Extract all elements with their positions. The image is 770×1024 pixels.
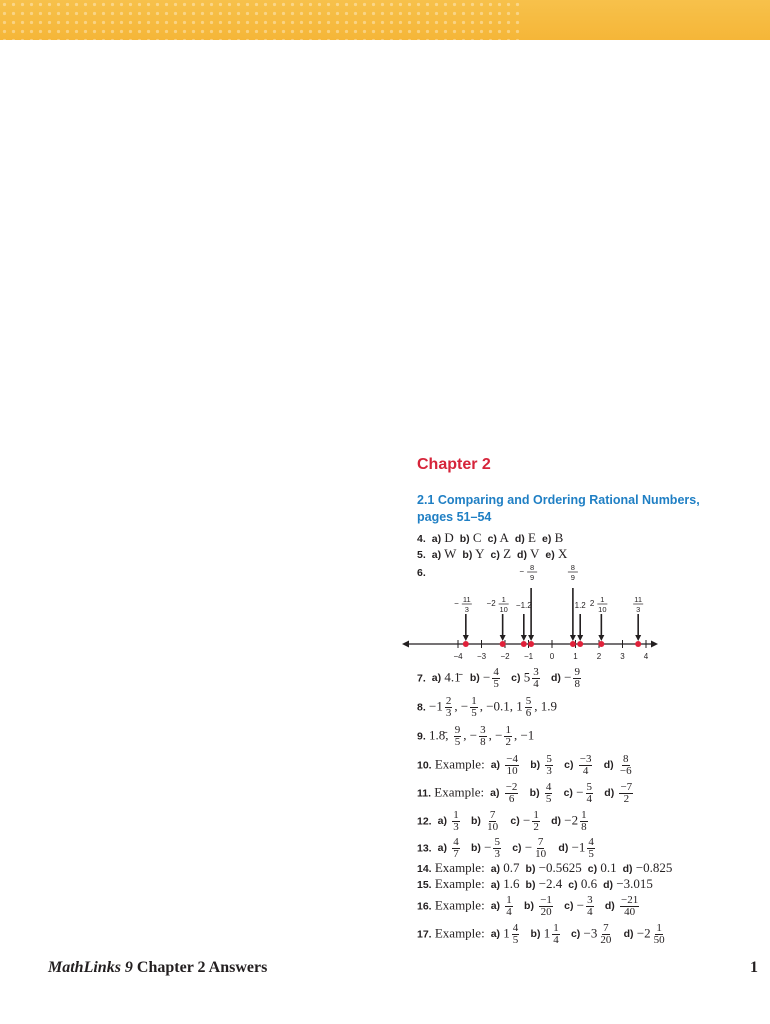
marker-dot [570, 641, 576, 647]
axis-tick-label: −4 [453, 652, 463, 661]
marker-label-denominator: 3 [464, 605, 469, 614]
answer-17: 17. Example: a) 1 $\frac{4}{5}$ b) 1 $\frac{1}{4}$ c) −3 $\frac{7}{20}$ d) −2 $\frac{1}{50}$ [417, 922, 665, 946]
answer-13: 13. a) $\frac{4}{7}$ b) − $\frac{5}{3}$ c) − $\frac{7}{10}$ d) −1 $\frac{4}{5}$ [417, 836, 594, 860]
axis-right-arrow [651, 641, 658, 648]
axis-tick-label: 0 [549, 652, 555, 661]
page-number: 1 [750, 959, 758, 976]
marker-arrowhead [463, 635, 469, 641]
number-line-figure [400, 562, 660, 664]
answer-15: 15. Example: a) 1.6 b) −2.4 c) 0.6 d) −3.015 [417, 876, 653, 891]
marker-label-sign: − [519, 567, 525, 576]
answer-4: 4. a) D b) C c) A d) E e) B [417, 530, 564, 545]
axis-tick-label: −3 [476, 652, 487, 661]
marker-arrowhead [635, 635, 641, 641]
chapter-title: Chapter 2 [417, 456, 491, 473]
marker-arrowhead [570, 635, 576, 641]
marker-label-numerator: 8 [570, 563, 575, 572]
answer-10: 10. Example: a) $\frac{-4}{10}$ b) $\frac{5}{3}$ c) $\frac{-3}{4}$ d) $\frac{8}{-6}$ [417, 753, 632, 777]
marker-dot [500, 641, 506, 647]
marker-label-numerator: 1 [600, 595, 605, 604]
marker-dot [598, 641, 604, 647]
marker-label: −1.2 [515, 601, 532, 610]
marker-dot [577, 641, 583, 647]
marker-dot [635, 641, 641, 647]
marker-label-numerator: 1 [501, 595, 506, 604]
marker-label-denominator: 9 [530, 573, 535, 582]
marker-dot [463, 641, 469, 647]
answer-12: 12. a) $\frac{1}{3}$ b) $\frac{7}{10}$ c) − $\frac{1}{2}$ d) −2 $\frac{1}{8}$ [417, 809, 587, 833]
marker-label-sign: 2 [589, 599, 595, 608]
answer-6-label: 6. [417, 567, 426, 579]
answer-16: 16. Example: a) $\frac{1}{4}$ b) $\frac{-1}{20}$ c) − $\frac{3}{4}$ d) $\frac{-21}{40}$ [417, 894, 639, 918]
marker-dot [528, 641, 534, 647]
axis-tick-label: −2 [500, 652, 510, 661]
axis-tick-label: 4 [643, 652, 649, 661]
marker-label-sign: − [454, 599, 459, 608]
axis-left-arrow [402, 641, 409, 648]
book-title: MathLinks 9 [48, 959, 133, 976]
marker-label-denominator: 9 [570, 573, 575, 582]
answer-11: 11. Example: a) $\frac{-2}{6}$ b) $\frac{4}{5}$ c) − $\frac{5}{4}$ d) $\frac{-7}{2}$ [417, 781, 633, 805]
top-decorative-band [0, 0, 770, 40]
marker-arrowhead [521, 635, 527, 641]
answer-5: 5. a) W b) Y c) Z d) V e) X [417, 546, 568, 561]
marker-arrowhead [577, 635, 583, 641]
band-dot-pattern [0, 0, 520, 40]
marker-label: 1.2 [574, 601, 586, 610]
axis-tick-label: 3 [620, 652, 625, 661]
answer-8: 8. −1 $\frac{2}{3}$ , − $\frac{1}{5}$ , −0.1, 1 $\frac{5}{6}$ , 1.9 [417, 695, 558, 719]
marker-label-sign: −2 [486, 599, 496, 608]
marker-label-denominator: 10 [598, 605, 607, 614]
footer-subtitle: Chapter 2 Answers [132, 959, 268, 976]
marker-label-denominator: 3 [636, 605, 641, 614]
answer-14: 14. Example: a) 0.7 b) −0.5625 c) 0.1 d) −0.825 [417, 860, 673, 875]
page-footer [48, 959, 758, 977]
marker-arrowhead [528, 635, 534, 641]
axis-tick-label: 1 [573, 652, 578, 661]
marker-label-numerator: 11 [634, 595, 643, 604]
answer-7: 7. a) 4.1̄ b) − $\frac{4}{5}$ c) 5 $\frac{3}{4}$ d) − $\frac{9}{8}$ [417, 666, 580, 690]
marker-dot [521, 641, 527, 647]
marker-label-denominator: 10 [499, 605, 508, 614]
axis-tick-label: 2 [596, 652, 602, 661]
marker-label-numerator: 11 [462, 595, 471, 604]
answer-9: 9. 1.8̄, $\frac{9}{5}$ , − $\frac{3}{8}$ , − $\frac{1}{2}$ , −1 [417, 724, 535, 748]
marker-label-numerator: 8 [530, 563, 535, 572]
section-title: 2.1 Comparing and Ordering Rational Numbers, pages 51–54 [417, 493, 700, 524]
axis-tick-label: −1 [523, 652, 534, 661]
